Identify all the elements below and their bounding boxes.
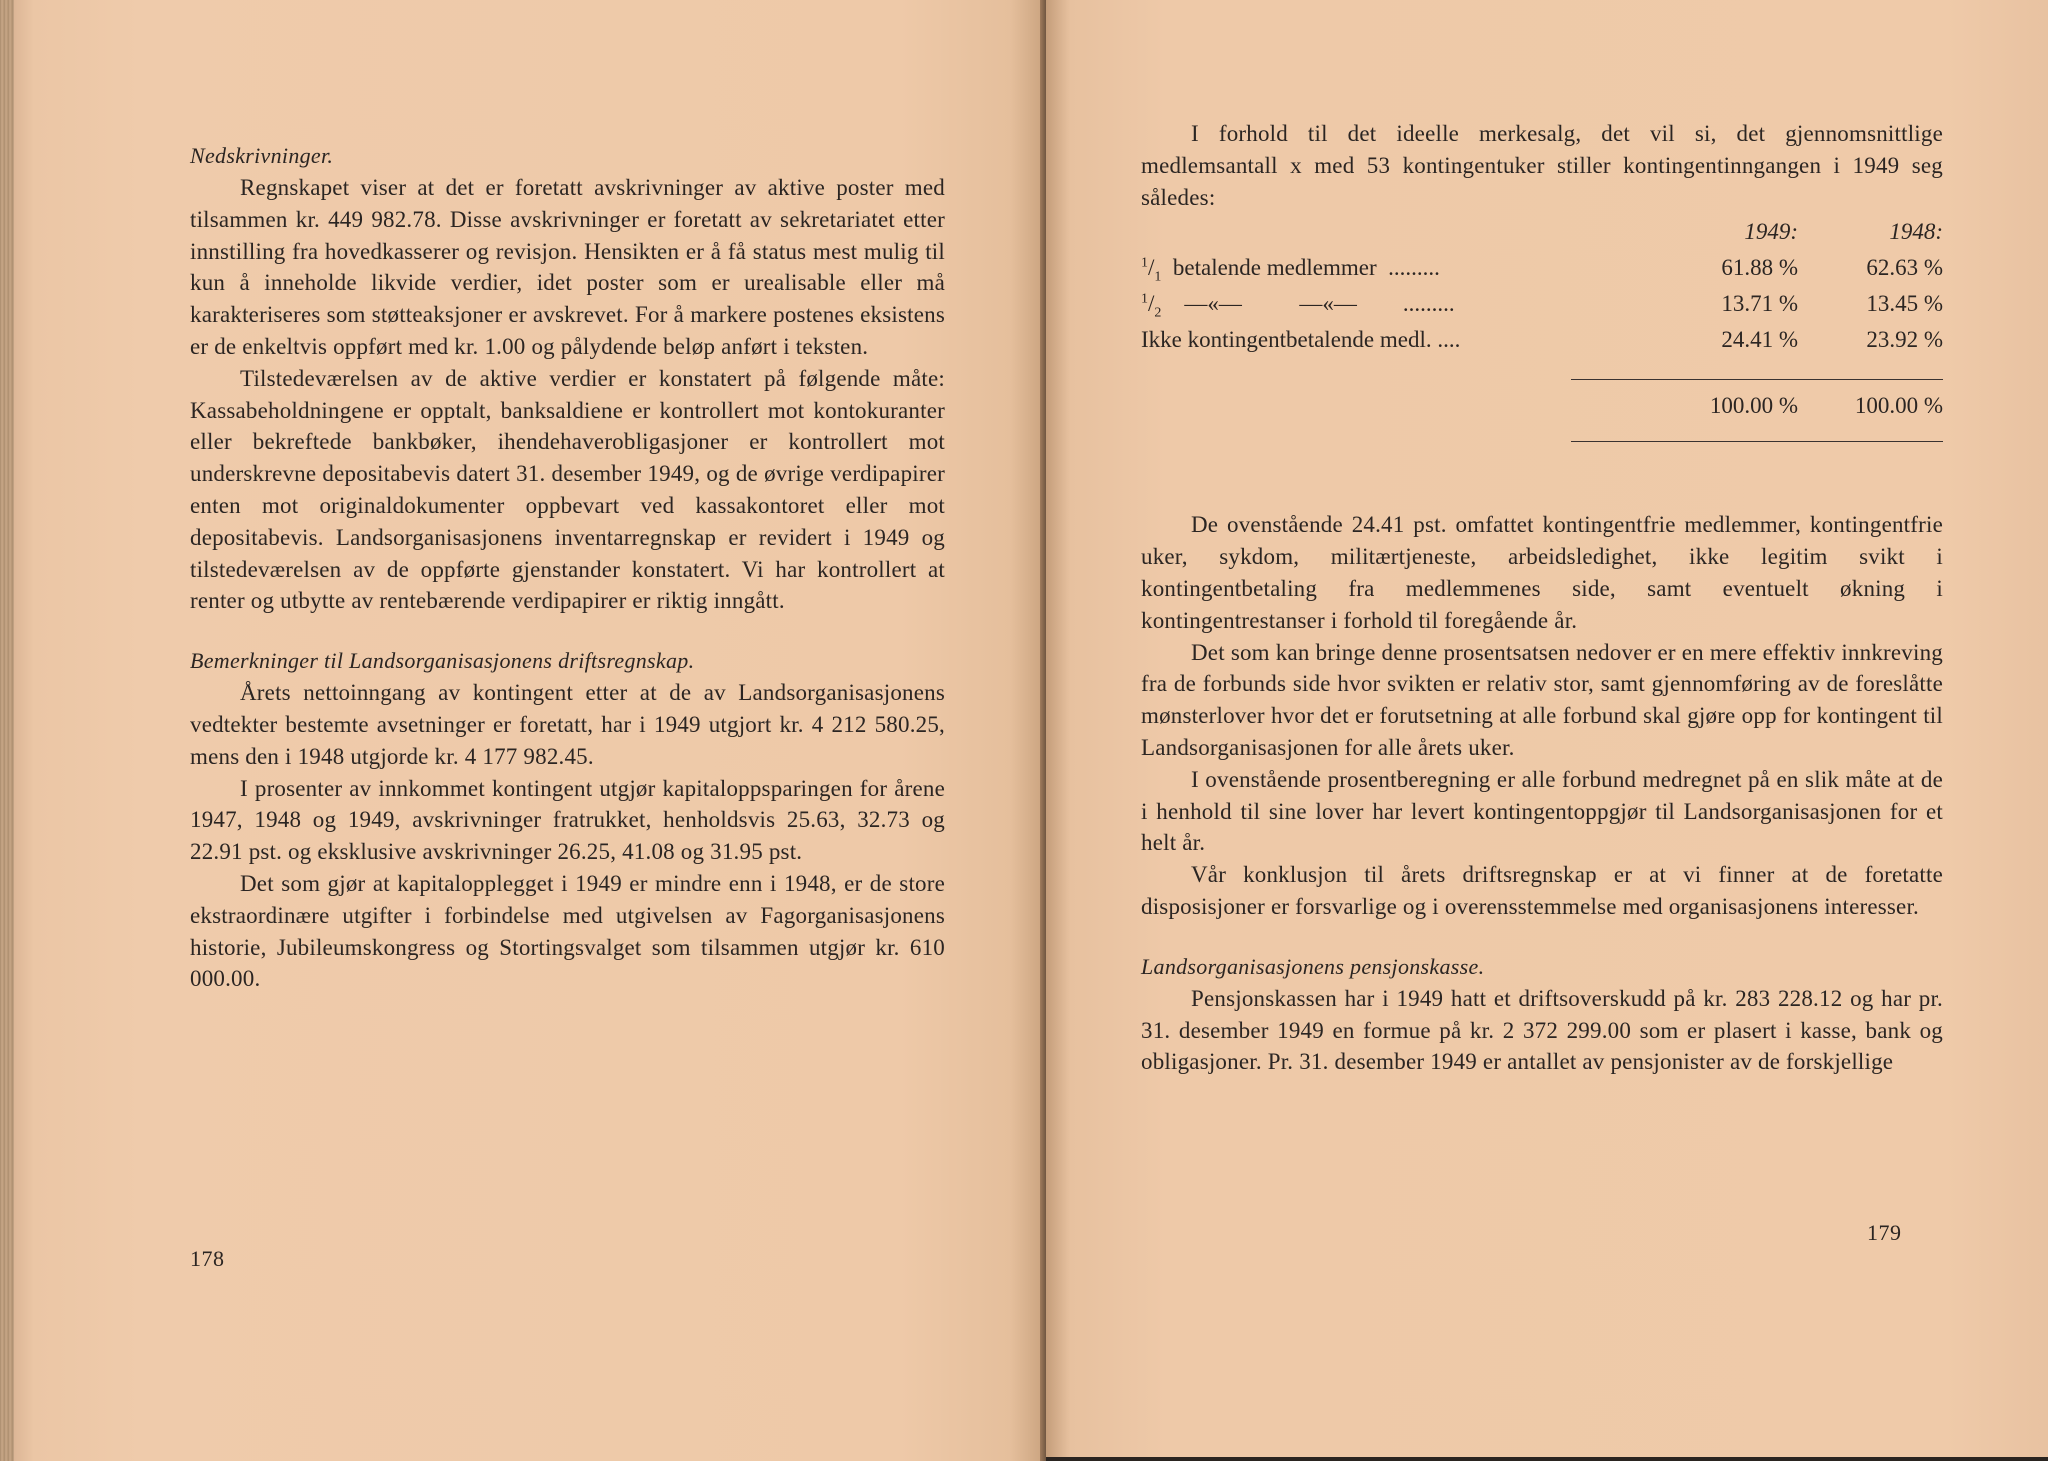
row-label: Ikke kontingentbetalende medl. .... xyxy=(1141,327,1461,353)
paragraph: I prosenter av innkommet kontingent utgjør kapitaloppsparingen for årene 1947, 1948 og 1949, avskrivninger fratrukket, henholdsvis 25.63, 32.73 og 22.91 pst. og eksklusive avskrivninger 26.25, 41.08 og 31.95 pst. xyxy=(190,775,945,865)
membership-percentage-table xyxy=(1141,219,1943,509)
value-1949: 24.41 % xyxy=(1721,327,1798,353)
left-text-column xyxy=(190,140,945,995)
paragraph: I forhold til det ideelle merkesalg, det vil si, det gjennomsnittlige medlemsantall x med 53 kontingentuker stiller kontingentinngangen i 1949 seg således: xyxy=(1141,121,1943,210)
row-label: $^1/_1$ betalende medlemmer ......... xyxy=(1141,255,1440,285)
table-row xyxy=(1141,291,1943,323)
page-edge xyxy=(0,0,14,1461)
total-1949: 100.00 % xyxy=(1709,393,1798,419)
table-header-row xyxy=(1141,219,1943,251)
sum-rule-bottom xyxy=(1571,441,1943,442)
page-number: 179 xyxy=(1867,1220,1902,1245)
paragraph: De ovenstående 24.41 pst. omfattet kontingentfrie medlemmer, kontingentfrie uker, sykdom, militærtjeneste, arbeidsledighet, ikke legitim svikt i kontingentbetaling fra medlemmenes side, samt eventuelt økning i kontingentrestanser i forhold til foregående år. xyxy=(1141,512,1943,633)
paragraph: Pensjonskassen har i 1949 hatt et driftsoverskudd på kr. 283 228.12 og har pr. 31. desember 1949 en formue på kr. 2 372 299.00 som er plasert i kasse, bank og obligasjoner. Pr. 31. desember 1949 er antallet av pensjonister av de forskjellige xyxy=(1141,985,1943,1075)
fraction: $^1/_2$ xyxy=(1141,291,1162,321)
right-text-column xyxy=(1141,118,1943,1078)
page-number: 178 xyxy=(190,1246,225,1271)
total-1948: 100.00 % xyxy=(1854,393,1943,419)
table-row xyxy=(1141,255,1943,287)
paragraph: Årets nettoinngang av kontingent etter at de av Landsorganisasjonens vedtekter bestemte avsetninger er foretatt, har i 1949 utgjort kr. 4 212 580.25, mens den i 1948 utgjorde kr. 4 177 982.45. xyxy=(190,680,945,769)
sum-rule-top xyxy=(1571,379,1943,380)
paragraph: Regnskapet viser at det er foretatt avskrivninger av aktive poster med tilsammen kr. 449 982.78. Disse avskrivninger er foretatt av sekretariatet etter innstilling fra hovedkasserer og revisjon. Hensikten er å få status mest mulig til kun å inneholde likvide verdier, idet poster som er urealisable eller må karakteriseres som støtteaksjoner er avskrevet. For å markere postenes eksistens er de enkeltvis oppført med kr. 1.00 og pålydende beløp anført i teksten. xyxy=(190,175,945,359)
paragraph: Det som kan bringe denne prosentsatsen nedover er en mere effektiv innkreving fra de forbunds side hvor svikten er relativ stor, samt gjennomføring av de foreslåtte mønsterlover hvor det er forutsetning at alle forbund skal gjøre opp for kontingent til Landsorganisasjonen for alle årets uker. xyxy=(1141,639,1943,760)
table-row xyxy=(1141,327,1943,359)
value-1949: 13.71 % xyxy=(1721,291,1798,317)
value-1948: 23.92 % xyxy=(1866,327,1943,353)
section-heading-bemerkninger: Bemerkninger til Landsorganisasjonens driftsregnskap. xyxy=(190,648,695,674)
table-total-row xyxy=(1141,393,1943,425)
column-header-1948: 1948: xyxy=(1889,219,1943,245)
section-heading-nedskrivninger: Nedskrivninger. xyxy=(190,143,334,168)
paragraph: Det som gjør at kapitalopplegget i 1949 er mindre enn i 1948, er de store ekstraordinære utgifter i forbindelse med utgivelsen av Fagorganisasjonens historie, Jubileumskongress og Stortingsvalget som tilsammen utgjør kr. 610 000.00. xyxy=(190,870,945,992)
row-label: $^1/_2$ —«— —«— ......... xyxy=(1141,291,1455,321)
value-1948: 13.45 % xyxy=(1866,291,1943,317)
paragraph: Vår konklusjon til årets driftsregnskap er at vi finner at de foretatte disposisjoner er forsvarlige og i overensstemmelse med organisasjonens interesser. xyxy=(1141,862,1943,919)
value-1948: 62.63 % xyxy=(1866,255,1943,281)
column-header-1949: 1949: xyxy=(1744,219,1798,245)
paragraph: I ovenstående prosentberegning er alle forbund medregnet på en slik måte at de i henhold til sine lover har levert kontingentoppgjør til Landsorganisasjonen for et helt år. xyxy=(1141,766,1943,856)
section-heading-pensjonskasse: Landsorganisasjonens pensjonskasse. xyxy=(1141,953,1485,979)
fraction: $^1/_1$ xyxy=(1141,255,1162,285)
value-1949: 61.88 % xyxy=(1721,255,1798,281)
paragraph: Tilstedeværelsen av de aktive verdier er konstatert på følgende måte: Kassabeholdningene er opptalt, banksaldiene er kontrollert mot kontokuranter eller bekreftede bankbøker, ihendehaverobligasjoner er kontrollert mot underskrevne depositabevis datert 31. desember 1949, og de øvrige verdipapirer enten mot originaldokumenter oppbevart ved kassakontoret eller mot depositabevis. Landsorganisasjonens inventarregnskap er revidert i 1949 og tilstedeværelsen av de oppførte gjenstander konstatert. Vi har kontrollert at renter og utbytte av rentebærende verdipapirer er riktig inngått. xyxy=(190,365,945,614)
